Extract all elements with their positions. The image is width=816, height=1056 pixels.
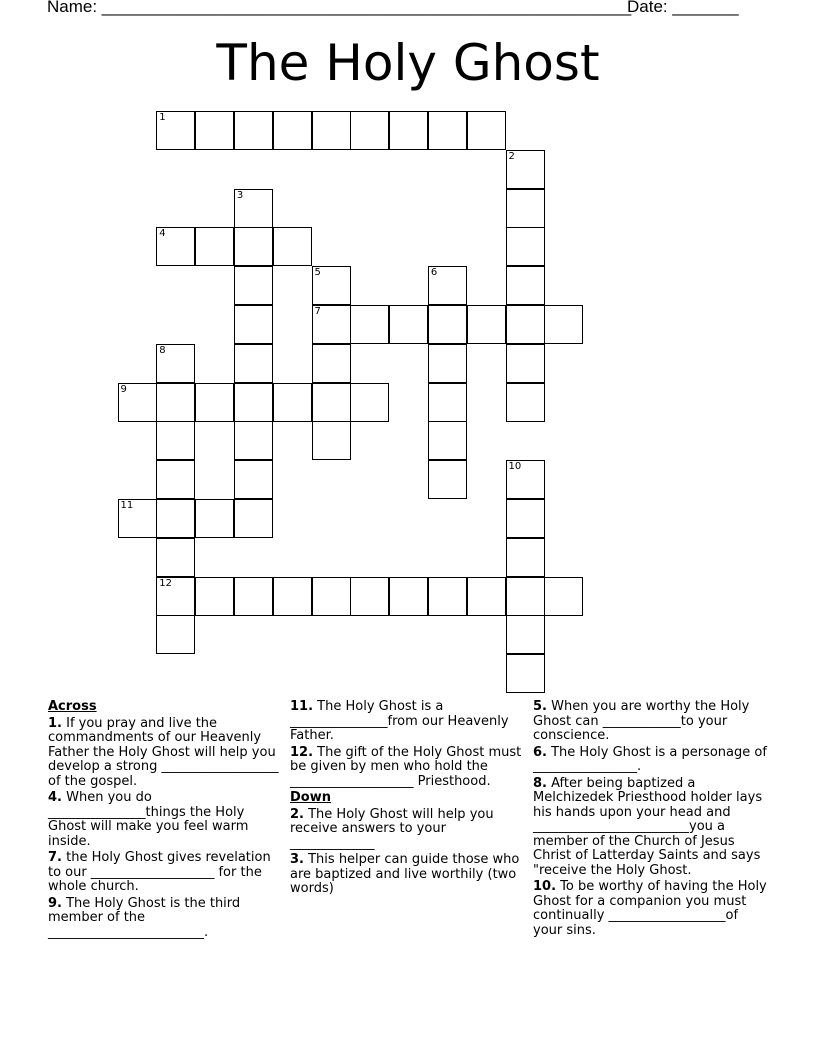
clue-text: the Holy Ghost gives revelation to our ___________________ for the whole church. xyxy=(48,850,271,894)
crossword-cell-8[interactable] xyxy=(156,344,195,383)
clue-number: 3 xyxy=(236,189,244,201)
crossword-cell[interactable] xyxy=(350,111,389,150)
crossword-cell[interactable] xyxy=(506,383,545,422)
page-title: The Holy Ghost xyxy=(216,34,600,92)
across-clue-list xyxy=(48,717,283,941)
clue-number: 9 xyxy=(120,383,127,395)
crossword-cell-7[interactable] xyxy=(312,305,351,344)
clue-number: 10 xyxy=(508,461,522,473)
clue-item xyxy=(290,808,525,852)
clue-number-label: 2. xyxy=(290,806,304,822)
clue-number-label: 6. xyxy=(533,744,547,760)
crossword-cell[interactable] xyxy=(428,577,467,616)
down-clue-list-continued xyxy=(533,700,768,938)
clues-column-1 xyxy=(48,700,283,942)
clue-number-label: 1. xyxy=(48,715,62,731)
clue-number: 6 xyxy=(430,267,438,279)
clue-item xyxy=(48,791,283,849)
crossword-cell-12[interactable] xyxy=(156,577,195,616)
crossword-cell[interactable] xyxy=(350,383,389,422)
crossword-cell[interactable] xyxy=(234,305,273,344)
clue-number-label: 4. xyxy=(48,790,62,805)
crossword-cell[interactable] xyxy=(506,538,545,577)
date-field-label: Date: _______ xyxy=(627,0,739,16)
clue-text: If you pray and live the commandments of our Heavenly Father the Holy Ghost will help you develop a strong __________________ of the gospel. xyxy=(48,715,279,789)
down-heading: Down xyxy=(290,790,331,805)
crossword-cell[interactable] xyxy=(156,421,195,460)
clue-text: The gift of the Holy Ghost must be given by men who hold the ___________________ Priesthood. xyxy=(290,744,522,789)
crossword-cell[interactable] xyxy=(312,577,351,616)
crossword-cell[interactable] xyxy=(467,305,506,344)
crossword-cell[interactable] xyxy=(506,577,545,616)
clue-text: When you do _______________things the Holy Ghost will make you feel warm inside. xyxy=(48,790,249,849)
crossword-cell-10[interactable] xyxy=(506,460,545,499)
crossword-cell[interactable] xyxy=(506,227,545,266)
crossword-cell[interactable] xyxy=(350,577,389,616)
crossword-cell[interactable] xyxy=(234,577,273,616)
clue-item xyxy=(533,700,768,744)
crossword-cell[interactable] xyxy=(273,577,312,616)
crossword-cell[interactable] xyxy=(156,460,195,499)
crossword-cell[interactable] xyxy=(156,499,195,538)
crossword-cell[interactable] xyxy=(273,383,312,422)
clue-number: 1 xyxy=(159,112,166,123)
across-clue-list-continued xyxy=(290,700,525,789)
crossword-cell-11[interactable] xyxy=(118,499,157,538)
crossword-cell[interactable] xyxy=(506,189,545,228)
crossword-cell[interactable] xyxy=(312,344,351,383)
clue-number: 8 xyxy=(159,344,166,356)
clue-number-label: 9. xyxy=(48,895,62,911)
name-field-label: Name: ________________________________________________________ xyxy=(47,0,632,16)
crossword-cell[interactable] xyxy=(312,111,351,150)
clue-number-label: 3. xyxy=(290,852,304,867)
clue-text: After being baptized a Melchizedek Priesthood holder lays his hands upon your head and ________________________you a member of the Church of Jesus Christ of Latterday Saints and says "receive the Holy Ghost. xyxy=(533,775,763,878)
crossword-cell[interactable] xyxy=(544,305,583,344)
crossword-cell[interactable] xyxy=(428,111,467,150)
clue-item xyxy=(48,717,283,790)
crossword-cell-5[interactable] xyxy=(312,266,351,305)
crossword-cell[interactable] xyxy=(234,111,273,150)
crossword-cell[interactable] xyxy=(506,615,545,654)
crossword-cell-4[interactable] xyxy=(156,227,195,266)
clue-number: 2 xyxy=(508,150,515,162)
clue-item xyxy=(290,746,525,790)
clue-number-label: 12. xyxy=(290,744,314,760)
crossword-cell[interactable] xyxy=(273,227,312,266)
clue-number: 12 xyxy=(159,577,173,589)
clue-text: The Holy Ghost is a personage of ________________. xyxy=(533,744,767,774)
crossword-cell[interactable] xyxy=(156,538,195,577)
crossword-cell[interactable] xyxy=(234,499,273,538)
clue-text: The Holy Ghost is the third member of the ________________________. xyxy=(48,895,241,940)
crossword-cell[interactable] xyxy=(312,421,351,460)
crossword-cell[interactable] xyxy=(428,305,467,344)
clue-item xyxy=(48,851,283,895)
clue-text: This helper can guide those who are baptized and live worthily (two words) xyxy=(290,852,520,896)
crossword-cell[interactable] xyxy=(195,227,234,266)
clue-item xyxy=(533,777,768,879)
crossword-cell[interactable] xyxy=(195,499,234,538)
crossword-cell[interactable] xyxy=(428,421,467,460)
clue-number-label: 5. xyxy=(533,699,547,714)
crossword-cell[interactable] xyxy=(506,344,545,383)
clue-number-label: 11. xyxy=(290,699,314,714)
crossword-cell[interactable] xyxy=(544,577,583,616)
crossword-cell[interactable] xyxy=(195,577,234,616)
clue-number: 11 xyxy=(120,500,134,511)
clue-text: The Holy Ghost is a _______________from our Heavenly Father. xyxy=(290,699,509,743)
crossword-cell[interactable] xyxy=(506,654,545,693)
clue-number-label: 8. xyxy=(533,775,547,791)
crossword-cell-3[interactable] xyxy=(234,189,273,228)
crossword-cell-6[interactable] xyxy=(428,266,467,305)
crossword-cell[interactable] xyxy=(467,577,506,616)
crossword-cell[interactable] xyxy=(156,383,195,422)
clue-number-label: 7. xyxy=(48,850,62,865)
crossword-cell[interactable] xyxy=(428,460,467,499)
crossword-cell[interactable] xyxy=(350,305,389,344)
crossword-cell[interactable] xyxy=(506,266,545,305)
clue-text: When you are worthy the Holy Ghost can ____________to your conscience. xyxy=(533,699,750,743)
clue-number: 5 xyxy=(314,267,321,279)
clue-item xyxy=(290,853,525,897)
crossword-cell[interactable] xyxy=(234,383,273,422)
crossword-cell[interactable] xyxy=(195,383,234,422)
crossword-cell-2[interactable] xyxy=(506,150,545,189)
crossword-cell[interactable] xyxy=(506,305,545,344)
crossword-cell[interactable] xyxy=(234,460,273,499)
crossword-cell-9[interactable] xyxy=(118,383,157,422)
clues-column-3 xyxy=(533,700,768,940)
across-heading: Across xyxy=(48,699,97,714)
down-clue-list xyxy=(290,808,525,897)
clue-item xyxy=(533,880,768,938)
crossword-cell[interactable] xyxy=(389,305,428,344)
crossword-cell[interactable] xyxy=(234,266,273,305)
clue-number: 7 xyxy=(314,306,321,317)
crossword-cell-1[interactable] xyxy=(156,111,195,150)
crossword-cell[interactable] xyxy=(506,499,545,538)
crossword-cell[interactable] xyxy=(389,577,428,616)
crossword-cell[interactable] xyxy=(389,111,428,150)
crossword-cell[interactable] xyxy=(428,344,467,383)
crossword-cell[interactable] xyxy=(234,344,273,383)
crossword-cell[interactable] xyxy=(273,111,312,150)
crossword-cell[interactable] xyxy=(195,111,234,150)
clue-item xyxy=(48,897,283,941)
clue-number-label: 10. xyxy=(533,879,557,894)
clues-column-2 xyxy=(290,700,525,899)
clue-number: 4 xyxy=(159,228,166,240)
clue-item xyxy=(290,700,525,744)
clue-item xyxy=(533,746,768,775)
crossword-cell[interactable] xyxy=(234,421,273,460)
clue-text: To be worthy of having the Holy Ghost for a companion you must continually __________________of your sins. xyxy=(533,879,767,938)
crossword-cell[interactable] xyxy=(312,383,351,422)
crossword-cell[interactable] xyxy=(428,383,467,422)
crossword-cell[interactable] xyxy=(156,615,195,654)
crossword-cell[interactable] xyxy=(467,111,506,150)
crossword-cell[interactable] xyxy=(234,227,273,266)
clue-text: The Holy Ghost will help you receive answers to your _____________ xyxy=(290,806,494,851)
